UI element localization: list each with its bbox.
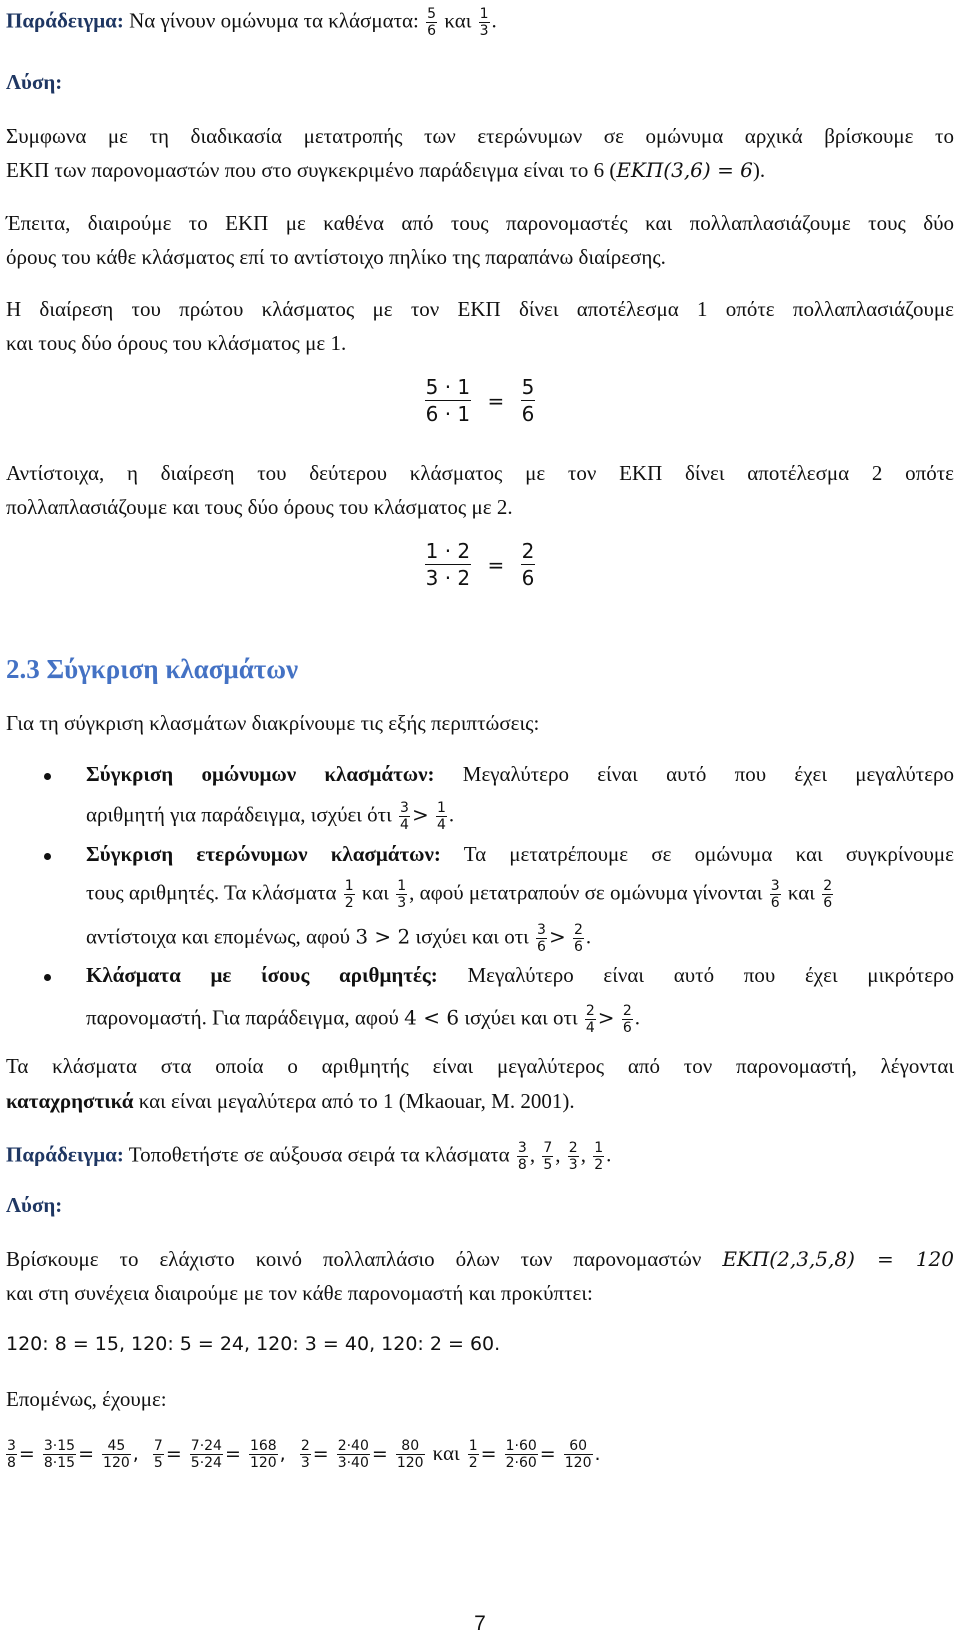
page-number: 7 [474,1612,486,1635]
text: Μεγαλύτερο είναι αυτό που έχει μικρότερο [467,963,955,987]
fraction [6,1438,17,1471]
text: , αφού μετατραπούν σε ομώνυμα γίνονται [409,880,763,905]
bullet-1-line-2 [86,800,454,833]
text: 8·15 [43,1455,76,1471]
text: 1 [479,6,489,22]
text: Σύγκριση ομώνυμων κλασμάτων: [86,762,435,786]
text: 7·24 [190,1438,222,1454]
text: 3 [397,895,407,911]
text: = [480,1443,497,1465]
text: , [529,1142,536,1167]
text: 5 · 1 [425,375,471,399]
text: καταχρηστικά [6,1089,134,1113]
text: 5 [153,1455,163,1471]
fraction [337,1438,370,1471]
fraction [542,1140,553,1173]
fraction [468,1438,479,1471]
text: . [448,802,455,827]
fraction [479,6,490,39]
text: Τα μετατρέπουμε σε ομώνυμα και συγκρίνουμε [463,842,955,866]
text: Λύση: [6,1193,63,1217]
section-heading: 2.3 Σύγκριση κλασμάτων [6,654,299,684]
text: 1 [397,878,407,894]
fraction [396,878,407,911]
text: 3 [400,800,409,816]
text: 120 [564,1455,592,1471]
text: > [548,924,566,949]
fraction [521,374,536,427]
text: Λύση: [6,70,63,94]
fraction [593,1140,604,1173]
text: 3 > 2 [355,924,411,949]
text: 4 [585,1020,595,1036]
text: 45 [107,1438,126,1454]
text: 2 [594,1157,604,1173]
text: ΕΚΠ των παρονομαστών που στο συγκεκριμένο παράδειγμα είναι το 6 ( [6,158,617,182]
text: . [634,1005,640,1030]
bullet-icon [44,974,51,981]
paragraph-6-line-2: και στη συνέχεια διαιρούμε με τον κάθε παρονομαστή και προκύπτει: [6,1281,593,1305]
text: Τοποθετήστε σε αύξουσα σειρά τα κλάσματα [128,1142,510,1167]
text: 1·60 [505,1438,537,1454]
text: 3 [568,1157,578,1173]
text: = [371,1443,388,1465]
text: = [224,1443,241,1465]
fraction [102,1438,131,1471]
fraction [505,1438,538,1471]
text: 1 [594,1140,604,1156]
bullet-3-line-1 [86,963,954,988]
paragraph-3-line-2: και τους δύο όρους του κλάσματος με 1. [6,331,347,355]
text: 6 [573,939,583,955]
fraction [521,538,536,591]
text: 1 [436,800,446,816]
text: 4 [400,817,409,833]
text: αριθμητή για παράδειγμα, ισχύει ότι [86,802,392,827]
fraction [190,1438,223,1471]
text: 7 [153,1438,163,1454]
fraction [585,1003,596,1036]
text: 3 · 2 [425,566,471,590]
text: . [594,1443,601,1465]
text: = [312,1443,329,1465]
text: και είναι μεγαλύτερα από το 1 (Mkaouar, M. 2001). [138,1089,575,1113]
text: Κλάσματα με ίσους αριθμητές: [86,963,438,987]
bullet-2-line-2 [86,878,835,911]
paragraph-1-line-1: Συμφωνα με τη διαδικασία μετατροπής των ετερώνυμων σε ομώνυμα αρχικά βρίσκουμε το [6,124,954,148]
text: 3 [7,1438,16,1454]
example-text: Να γίνουν ομώνυμα τα κλάσματα: [129,8,419,33]
text: 60 [569,1438,588,1454]
paragraph-2-line-1: Έπειτα, διαιρούμε το ΕΚΠ με καθένα από τους παρονομαστές και πολλαπλασιάζουμε τους δύο [6,211,954,235]
text: και [432,1441,460,1465]
text: 2 [300,1438,310,1454]
text: 2 [585,1003,595,1019]
text: 3 [300,1455,310,1471]
text: , [580,1142,586,1167]
text: 168 [249,1438,277,1454]
text: ισχύει και οτι [415,924,529,949]
text: 1 [344,878,354,894]
text: Σύγκριση ετερώνυμων κλασμάτων: [86,842,441,866]
fraction [822,878,833,911]
paragraph-4-line-2: πολλαπλασιάζουμε και τους δύο όρους του κλάσματος με 2. [6,495,513,519]
text: 6 · 1 [425,402,471,426]
text: 4 [436,817,446,833]
therefore-text: Επομένως, έχουμε: [6,1387,167,1411]
text: > [411,802,429,827]
example-1-line [6,6,497,39]
text: . [606,1142,612,1167]
text: 3·40 [337,1455,369,1471]
text: 120 [103,1455,130,1471]
text: , [279,1443,286,1465]
example-label: Παράδειγμα: [6,1142,124,1167]
text: 2 [344,895,354,911]
solution-label [6,70,62,95]
text: 6 [537,939,546,955]
text: 6 [622,1020,632,1036]
fraction [770,878,781,911]
text: 7 [543,1140,553,1156]
text: 2·40 [337,1438,369,1454]
text: 6 [823,895,833,911]
text: Μεγαλύτερο είναι αυτό που έχει μεγαλύτερο [462,762,955,786]
bullet-2-line-3 [86,922,591,955]
text: Βρίσκουμε το ελάχιστο κοινό πολλαπλάσιο όλων των παρονομαστών [6,1247,702,1271]
text: 2 [573,922,583,938]
text: ισχύει και οτι [464,1005,578,1030]
text: 2 [823,878,833,894]
equation-1 [0,374,960,427]
text: 2·60 [505,1455,537,1471]
text: . [585,924,592,949]
paragraph-5-line-1: Τα κλάσματα στα οποία ο αριθμητής είναι μεγαλύτερος από τον παρονομαστή, λέγονται [6,1054,954,1078]
text: 120 [396,1455,424,1471]
final-equations [4,1438,601,1471]
conjunction: και [444,8,472,33]
text: 6 [427,23,437,39]
paragraph-5-line-2 [6,1089,575,1114]
lcm-expression: ΕΚΠ(2,3,5,8) = 120 [722,1247,955,1271]
text: 1 [468,1438,478,1454]
fraction [425,374,472,427]
section-intro: Για τη σύγκριση κλασμάτων διακρίνουμε τις εξής περιπτώσεις: [6,711,540,735]
text: 3 [770,878,780,894]
text: 6 [770,895,780,911]
bullet-icon [44,853,51,860]
text: 1 · 2 [425,539,471,563]
fraction [399,800,410,833]
fraction [436,800,447,833]
paragraph-6-line-1 [6,1247,954,1272]
text: 2 [568,1140,578,1156]
fraction [153,1438,164,1471]
text: = [78,1443,94,1465]
fraction [573,922,584,955]
text: ). [752,158,766,182]
example-2-line [6,1140,611,1173]
paragraph-3-line-1: Η διαίρεση του πρώτου κλάσματος με τον ΕΚΠ δίνει αποτέλεσμα 1 οπότε πολλαπλασιάζουμε [6,297,954,321]
text: 2 [521,539,535,563]
fraction [426,6,437,39]
text: , [132,1443,139,1465]
fraction [622,1003,633,1036]
paragraph-2-line-2: όρους του κάθε κλάσματος επί το αντίστοιχο πηλίκο της παραπάνω διαίρεσης. [6,245,666,269]
text: = [539,1443,556,1465]
divisions-line: 120: 8 = 15, 120: 5 = 24, 120: 3 = 40, 120: 2 = 60. [6,1333,501,1355]
bullet-1-line-1 [86,762,954,787]
text: = [18,1443,35,1465]
fraction [425,538,472,591]
text: 2 [622,1003,632,1019]
bullet-icon [44,773,51,780]
bullet-2-line-1 [86,842,954,867]
text: 5·24 [190,1455,222,1471]
text: = [165,1443,182,1465]
fraction [396,1438,425,1471]
fraction [536,922,547,955]
bullet-3-line-2 [86,1003,640,1036]
text: 6 [521,566,535,590]
text: αντίστοιχα και επομένως, αφού [86,924,351,949]
text: 8 [517,1157,527,1173]
solution-label [6,1193,62,1218]
fraction [568,1140,579,1173]
text: > [597,1005,615,1030]
text: 3 [479,23,489,39]
fraction [344,878,355,911]
fraction [564,1438,593,1471]
lcm-expression: ΕΚΠ(3,6) = 6 [616,158,753,182]
fraction [43,1438,76,1471]
text: = [487,388,505,413]
paragraph-4-line-1: Αντίστοιχα, η διαίρεση του δεύτερου κλάσματος με τον ΕΚΠ δίνει αποτέλεσμα 2 οπότε [6,461,954,485]
punctuation: . [491,8,497,33]
text: και [787,880,815,905]
text: 3 [517,1140,527,1156]
text: , [555,1142,561,1167]
text: και [361,880,389,905]
text: παρονομαστή. Για παράδειγμα, αφού [86,1005,399,1030]
text: 3·15 [43,1438,76,1454]
text: 5 [427,6,437,22]
paragraph-1-line-2 [6,158,765,183]
text: 8 [7,1455,16,1471]
text: 120 [249,1455,277,1471]
text: 5 [521,375,535,399]
text: 3 [537,922,546,938]
text: 2 [468,1455,478,1471]
text: τους αριθμητές. Τα κλάσματα [86,880,337,905]
equation-2 [0,538,960,591]
text: 6 [521,402,535,426]
text: 80 [401,1438,420,1454]
example-label: Παράδειγμα: [6,8,124,33]
text: 5 [543,1157,553,1173]
fraction [517,1140,528,1173]
fraction [249,1438,278,1471]
text: = [487,552,505,577]
text: 4 < 6 [404,1005,460,1030]
fraction [300,1438,311,1471]
